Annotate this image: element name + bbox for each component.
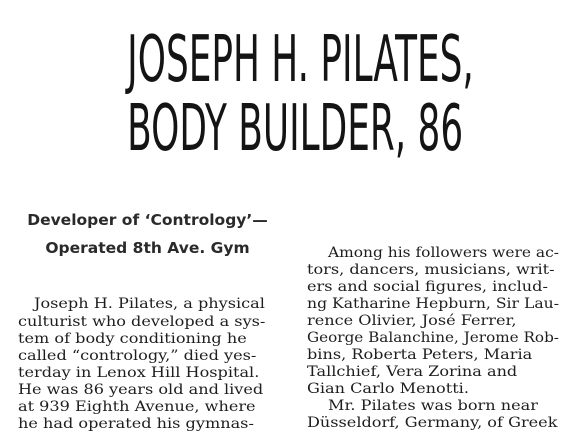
column2-line: ers and social figures, includ- [307, 279, 548, 295]
column2-line: rence Olivier, José Ferrer, [307, 313, 517, 329]
column2-line: George Balanchine, Jerome Rob- [307, 330, 559, 346]
subhead-line-1: Developer of ‘Contrology’— [27, 211, 268, 229]
column1-line: at 939 Eighth Avenue, where [18, 399, 256, 415]
column2-line: Gian Carlo Menotti. [307, 381, 469, 397]
column1-line: tem of body conditioning he [18, 331, 247, 347]
column1-line: He was 86 years old and lived [18, 382, 264, 398]
column2-line: Mr. Pilates was born near [328, 398, 538, 414]
subhead-line-2: Operated 8th Ave. Gym [45, 239, 250, 257]
headline-line-2: BODY BUILDER, 86 [127, 92, 464, 166]
column2-line: Among his followers were ac- [328, 245, 559, 261]
column2-line: Tallchief, Vera Zorina and [307, 364, 518, 380]
column2-line: tors, dancers, musicians, writ- [307, 262, 555, 278]
column1-line: terday in Lenox Hill Hospital. [18, 365, 260, 381]
column1-line: he had operated his gymnas- [18, 416, 254, 432]
column2-line: bins, Roberta Peters, Maria [307, 347, 533, 363]
column1-line: Joseph H. Pilates, a physical [34, 296, 265, 312]
column1-line: culturist who developed a sys- [18, 314, 266, 330]
column1-line: called “contrology,” died yes- [18, 348, 257, 364]
column2-line: Düsseldorf, Germany, of Greek [307, 415, 558, 431]
headline-line-1: JOSEPH H. PILATES, [127, 23, 474, 97]
column2-line: ng Katharine Hepburn, Sir Lau- [307, 296, 559, 312]
